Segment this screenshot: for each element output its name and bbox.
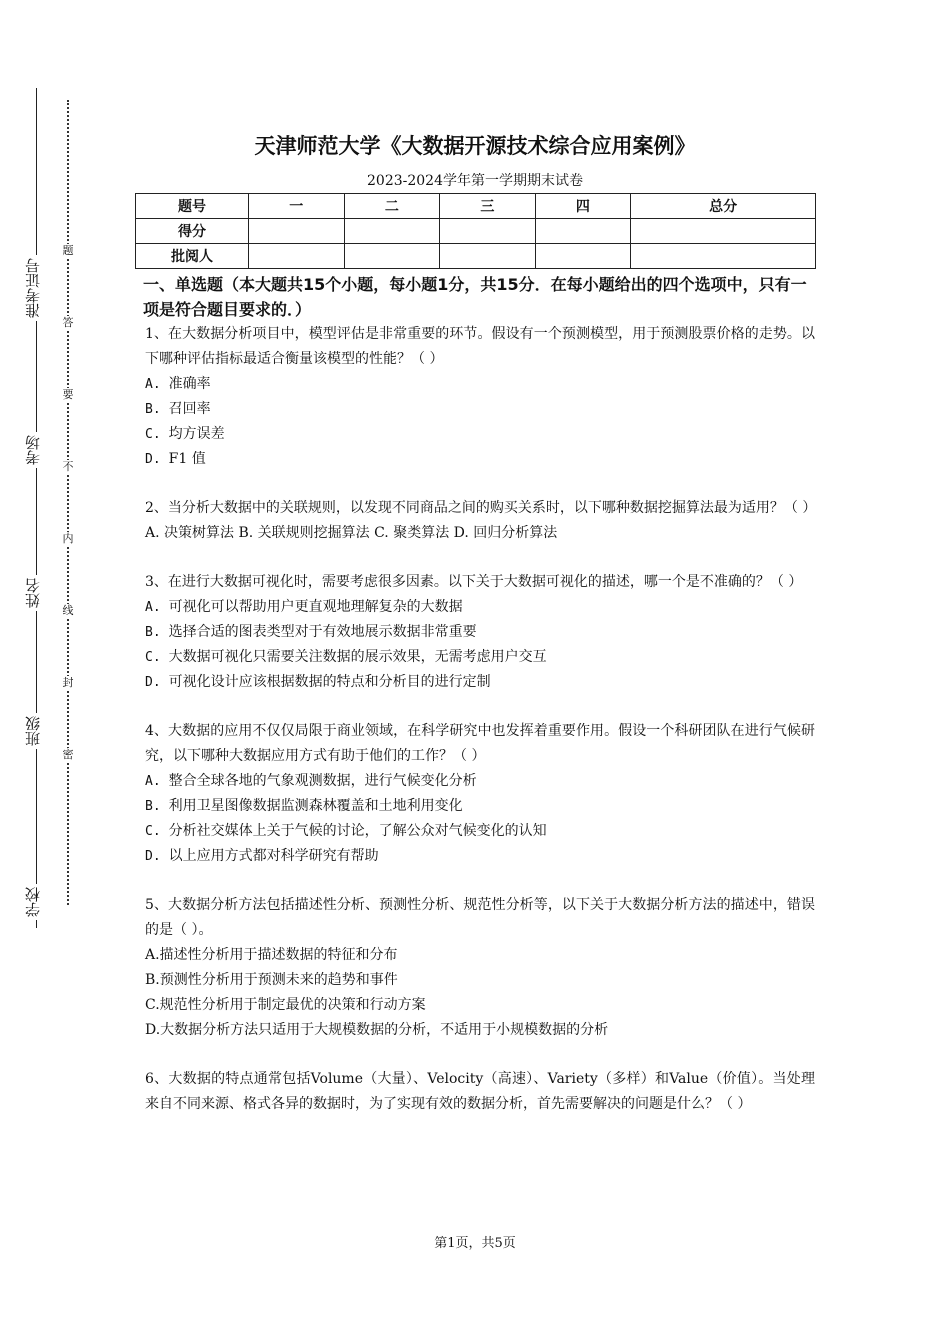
score-cell bbox=[631, 219, 816, 244]
question-stem: 4、大数据的应用不仅仅局限于商业领域，在科学研究中也发挥着重要作用。假设一个科研团队在进行气候研究，以下哪种大数据应用方式有助于他们的工作？（ ） bbox=[145, 723, 815, 764]
seal-char: 内 bbox=[60, 532, 76, 546]
score-header-cell: 二 bbox=[344, 194, 440, 219]
option-d: D. 以上应用方式都对科学研究有帮助 bbox=[145, 848, 379, 864]
binding-solid-line bbox=[36, 88, 37, 928]
question-stem: 2、当分析大数据中的关联规则，以发现不同商品之间的购买关系时，以下哪种数据挖掘算法最为适用？（ ） bbox=[145, 500, 817, 516]
question-5 bbox=[145, 893, 815, 1043]
option-a: A. 可视化可以帮助用户更直观地理解复杂的大数据 bbox=[145, 599, 463, 615]
seal-char: 不 bbox=[60, 460, 76, 474]
seal-char: 要 bbox=[60, 388, 76, 402]
seal-char: 封 bbox=[60, 676, 76, 690]
exam-title: 天津师范大学《大数据开源技术综合应用案例》 bbox=[254, 134, 696, 158]
score-row-label: 得分 bbox=[136, 219, 249, 244]
score-cell bbox=[535, 219, 631, 244]
option-a: A.描述性分析用于描述数据的特征和分布 bbox=[145, 947, 398, 963]
score-cell bbox=[440, 219, 536, 244]
grader-cell bbox=[631, 244, 816, 269]
seal-char: 密 bbox=[60, 748, 76, 762]
option-a: A. 整合全球各地的气象观测数据，进行气候变化分析 bbox=[145, 773, 477, 789]
exam-subtitle: 2023-2024学年第一学期期末试卷 bbox=[367, 173, 583, 189]
score-table-header-row bbox=[136, 194, 816, 219]
option-c: C. 分析社交媒体上关于气候的讨论，了解公众对气候变化的认知 bbox=[145, 823, 547, 839]
question-stem: 3、在进行大数据可视化时，需要考虑很多因素。以下关于大数据可视化的描述，哪一个是不准确的？（ ） bbox=[145, 574, 803, 590]
grader-cell bbox=[249, 244, 345, 269]
question-6 bbox=[145, 1067, 815, 1117]
question-4 bbox=[145, 719, 815, 869]
option-d: D. 可视化设计应该根据数据的特点和分析目的进行定制 bbox=[145, 674, 491, 690]
class-label: 班级 bbox=[22, 713, 50, 749]
seal-char: 线 bbox=[60, 604, 76, 618]
score-header-cell: 题号 bbox=[136, 194, 249, 219]
option-d: D.大数据分析方法只适用于大规模数据的分析，不适用于小规模数据的分析 bbox=[145, 1022, 609, 1038]
question-stem: 5、大数据分析方法包括描述性分析、预测性分析、规范性分析等，以下关于大数据分析方法的描述中，错误的是（ ）。 bbox=[145, 897, 815, 938]
score-header-cell: 三 bbox=[440, 194, 536, 219]
seal-char: 答 bbox=[60, 316, 76, 330]
grader-cell bbox=[440, 244, 536, 269]
option-b: B.预测性分析用于预测未来的趋势和事件 bbox=[145, 972, 398, 988]
score-header-cell: 总分 bbox=[631, 194, 816, 219]
score-cell bbox=[344, 219, 440, 244]
option-a: A. 准确率 bbox=[145, 376, 211, 392]
exam-id-label: 准考证号 bbox=[22, 255, 50, 321]
grader-row bbox=[136, 244, 816, 269]
option-c: C.规范性分析用于制定最优的决策和行动方案 bbox=[145, 997, 426, 1013]
exam-content bbox=[145, 272, 815, 1117]
score-header-cell: 一 bbox=[249, 194, 345, 219]
question-stem: 6、大数据的特点通常包括Volume（大量）、Velocity（高速）、Variety（多样）和Value（价值）。当处理来自不同来源、格式各异的数据时，为了实现有效的数据分析，首先需要解决的问题是什么？（ ） bbox=[145, 1071, 815, 1112]
option-c: C. 均方误差 bbox=[145, 426, 225, 442]
question-2 bbox=[145, 496, 815, 546]
seal-dotted-line bbox=[67, 100, 69, 905]
score-table bbox=[135, 193, 816, 269]
options-line: A. 决策树算法 B. 关联规则挖掘算法 C. 聚类算法 D. 回归分析算法 bbox=[145, 525, 558, 541]
score-row bbox=[136, 219, 816, 244]
score-header-cell: 四 bbox=[535, 194, 631, 219]
option-d: D. F1 值 bbox=[145, 451, 206, 467]
option-b: B. 利用卫星图像数据监测森林覆盖和土地利用变化 bbox=[145, 798, 463, 814]
option-c: C. 大数据可视化只需要关注数据的展示效果，无需考虑用户交互 bbox=[145, 649, 547, 665]
question-stem: 1、在大数据分析项目中，模型评估是非常重要的环节。假设有一个预测模型，用于预测股票价格的走势。以下哪种评估指标最适合衡量该模型的性能？（ ） bbox=[145, 326, 815, 367]
binding-margin bbox=[0, 0, 90, 1344]
grader-cell bbox=[344, 244, 440, 269]
question-1 bbox=[145, 322, 815, 472]
score-cell bbox=[249, 219, 345, 244]
name-label: 姓名 bbox=[22, 575, 50, 611]
section-heading: 一、单选题（本大题共15个小题，每小题1分，共15分．在每小题给出的四个选项中，只有一项是符合题目要求的．） bbox=[143, 275, 807, 319]
option-b: B. 选择合适的图表类型对于有效地展示数据非常重要 bbox=[145, 624, 477, 640]
exam-room-label: 考场 bbox=[22, 432, 50, 468]
school-label: 学校 bbox=[22, 884, 50, 920]
option-b: B. 召回率 bbox=[145, 401, 211, 417]
grader-cell bbox=[535, 244, 631, 269]
page-number: 第1页，共5页 bbox=[434, 1236, 516, 1251]
question-3 bbox=[145, 570, 815, 695]
seal-char: 题 bbox=[60, 244, 76, 258]
grader-row-label: 批阅人 bbox=[136, 244, 249, 269]
